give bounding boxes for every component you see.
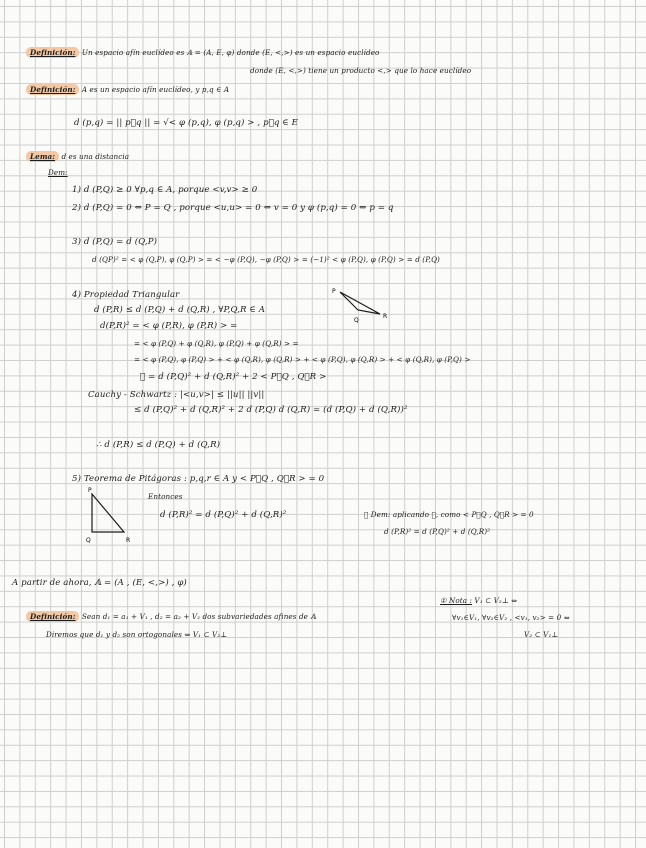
nota-l3: V₂ ⊂ V₁⊥ [524, 630, 559, 639]
prop-4c: = < φ (P,Q) + φ (Q,R), φ (P,Q) + φ (Q,R) > = [134, 339, 299, 348]
cauchy-schwartz: Cauchy - Schwartz : |<u,v>| ≤ ||u|| ||v|| [88, 390, 265, 400]
lema-dem: Dem: [48, 168, 68, 177]
def2-label: Definición: [26, 84, 79, 95]
prop-5-dem: ① Dem: aplicando ①, como < P⃗Q , Q⃗R > = 0 [364, 510, 534, 519]
def2-line [30, 85, 229, 95]
lema-label: Lema: [26, 151, 59, 162]
prop-4-title: 4) Propiedad Triangular [72, 290, 180, 300]
def1-line2: donde (E, <,>) tiene un producto <,> que lo hace euclídeo [250, 66, 472, 75]
fig1-r: R [383, 313, 388, 320]
fig1-p: P [332, 288, 336, 295]
a-partir-de-ahora: A partir de ahora, 𝔸 = (A , (E, <,>) , φ) [12, 578, 187, 588]
fig2-q: Q [86, 537, 91, 544]
lema-line [30, 152, 129, 162]
def3-text: Sean d₁ = a₁ + V₁ , d₂ = a₂ + V₂ dos subvariedades afines de 𝔸 [81, 612, 317, 621]
prop-4f: ≤ d (P,Q)² + d (Q,R)² + 2 d (P,Q) d (Q,R) = (d (P,Q) + d (Q,R))² [134, 405, 408, 415]
nota-label: ① Nota : [440, 596, 473, 605]
nota-l1: V₁ ⊂ V₂⊥ ⇔ [474, 596, 518, 605]
prop-3a: 3) d (P,Q) = d (Q,P) [72, 237, 158, 247]
def2-text: A es un espacio afín euclídeo, y p,q ∈ A [81, 85, 230, 94]
prop-3b: d (QP)² = < φ (Q,P), φ (Q,P) > = < −φ (P,Q), −φ (P,Q) > = (−1)² < φ (P,Q), φ (P,Q) > = d (P,Q) [92, 255, 440, 264]
prop-4b: d(P,R)² = < φ (P,R), φ (P,R) > = [100, 321, 238, 331]
def3-line2: Diremos que d₁ y d₂ son ortogonales ⇔ V₁ ⊂ V₂⊥ [46, 630, 228, 639]
def1-line1 [30, 48, 379, 58]
fig1-q: Q [354, 317, 359, 324]
prop-5b: d (P,R)² = d (P,Q)² + d (Q,R)² [384, 527, 491, 536]
prop-4d: = < φ (P,Q), φ (P,Q) > + < φ (Q,R), φ (Q,R) > + < φ (P,Q), φ (Q,R) > + < φ (Q,R), φ (P,Q) > [134, 355, 471, 364]
triangle-figure-1 [330, 284, 392, 328]
distance-formula: d (p,q) = || p⃗q || = √< φ (p,q), φ (p,q) > , p⃗q ∈ E [74, 118, 298, 128]
prop-5-title: 5) Teorema de Pitágoras : p,q,r ∈ A y < P⃗Q , Q⃗R > = 0 [72, 474, 325, 484]
nota-l2: ∀v₁∈V₁, ∀v₂∈V₂ , <v₁, v₂> = 0 ⇔ [452, 613, 570, 622]
prop-2: 2) d (P,Q) = 0 ⇔ P = Q , porque <u,u> = 0 ⇔ v = 0 y φ (p,q) = 0 ⇔ p = q [72, 203, 394, 213]
prop-1: 1) d (P,Q) ≥ 0 ∀p,q ∈ A, porque <v,v> ≥ 0 [72, 185, 258, 195]
def3-label: Definición: [26, 611, 79, 622]
prop-5a: d (P,R)² = d (P,Q)² + d (Q,R)² [160, 510, 287, 520]
prop-4g: ∴ d (P,R) ≤ d (P,Q) + d (Q,R) [96, 440, 221, 450]
triangle-figure-2 [82, 486, 138, 544]
prop-4a: d (P,R) ≤ d (P,Q) + d (Q,R) , ∀P,Q,R ∈ A [94, 305, 266, 315]
def1-label: Definición: [26, 47, 79, 58]
fig2-p: P [88, 487, 92, 494]
prop-5-entonces: Entonces [148, 492, 183, 501]
prop-4e: ① = d (P,Q)² + d (Q,R)² + 2 < P⃗Q , Q⃗R > [140, 372, 327, 382]
def3-line1 [30, 612, 316, 622]
def1-text: Un espacio afín euclídeo es 𝔸 = (A, E, φ) donde (E, <,>) es un espacio euclídeo [81, 48, 380, 57]
lema-text: d es una distancia [61, 152, 130, 161]
fig2-r: R [126, 537, 131, 544]
nota-line [440, 596, 517, 606]
